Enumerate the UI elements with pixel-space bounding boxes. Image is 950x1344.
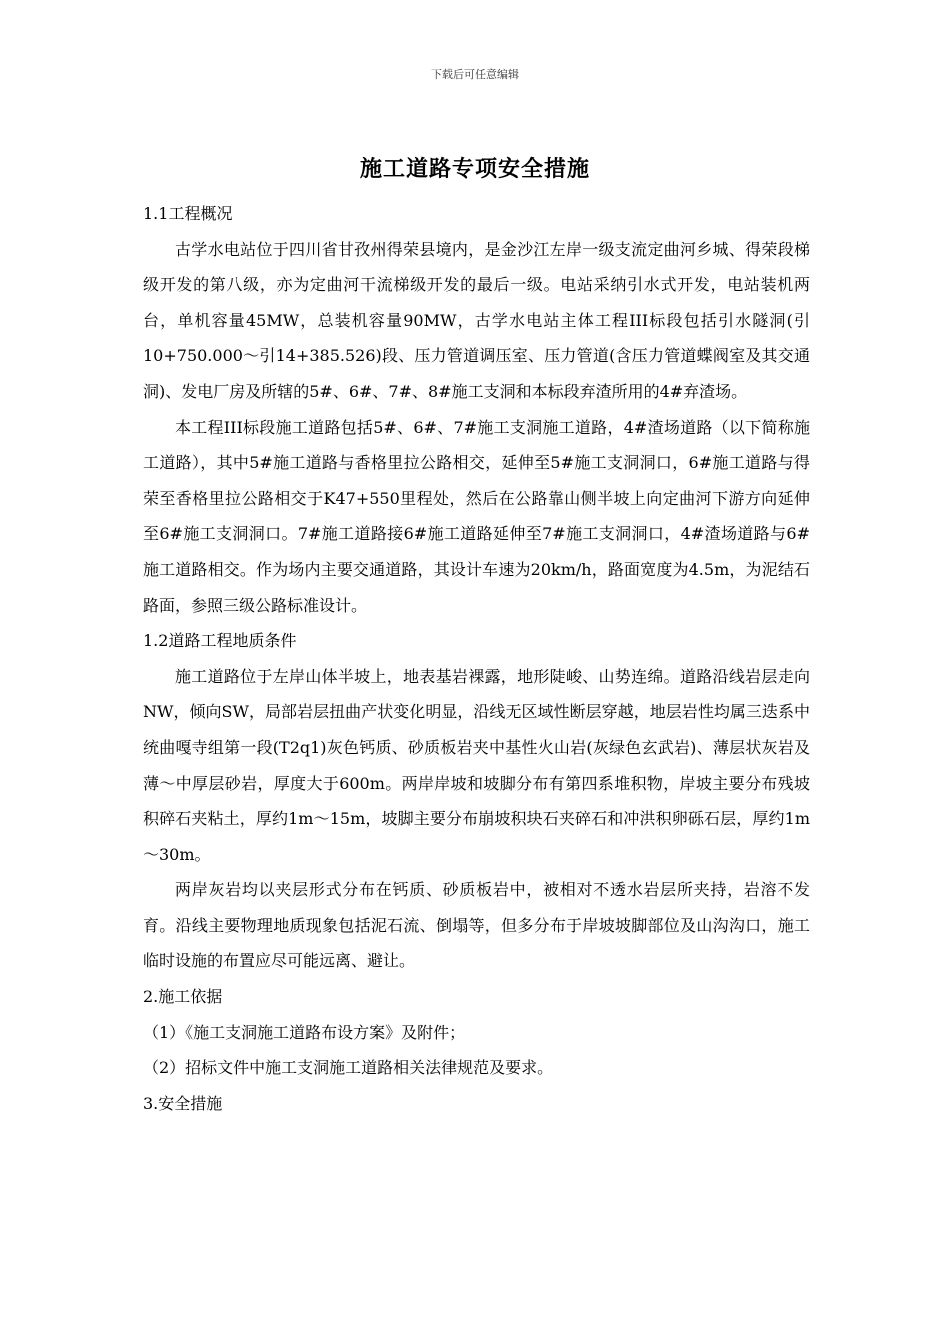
section-2-heading: 2.施工依据 — [143, 987, 223, 1007]
section-1-1-heading: 1.1工程概况 — [143, 204, 233, 223]
header-note: 下载后可任意编辑 — [431, 68, 519, 81]
section-3-heading: 3.安全措施 — [143, 1093, 223, 1113]
section-1-1-paragraph-1: 古学水电站位于四川省甘孜州得荣县境内，是金沙江左岸一级支流定曲河乡城、得荣段梯级开发的第八级，亦为定曲河干流梯级开发的最后一级。电站采纳引水式开发，电站装机两台，单机容量45MW，总装机容量90MW，古学水电站主体工程III标段包括引水隧洞(引10+750.000～引14+385.526)段、压力管道调压室、压力管道(含压力管道蝶阀室及其交通洞)、发电厂房及所辖的5#、6#、7#、8#施工支洞和本标段弃渣所用的4#弃渣场。 — [143, 239, 810, 401]
section-1-2-heading: 1.2道路工程地质条件 — [143, 631, 297, 651]
section-1-1-paragraph-2: 本工程III标段施工道路包括5#、6#、7#施工支洞施工道路，4#渣场道路（以下简称施工道路），其中5#施工道路与香格里拉公路相交，延伸至5#施工支洞洞口，6#施工道路与得荣至香格里拉公路相交于K47+550里程处，然后在公路靠山侧半坡上向定曲河下游方向延伸至6#施工支洞洞口。7#施工道路接6#施工道路延伸至7#施工支洞洞口，4#渣场道路与6#施工道路相交。作为场内主要交通道路，其设计车速为20km/h，路面宽度为4.5m，为泥结石路面，参照三级公路标准设计。 — [143, 417, 810, 615]
section-1-2-paragraph-1: 施工道路位于左岸山体半坡上，地表基岩裸露，地形陡峻、山势连绵。道路沿线岩层走向NW，倾向SW，局部岩层扭曲产状变化明显，沿线无区域性断层穿越，地层岩性均属三迭系中统曲嘎寺组第一段(T2q1)灰色钙质、砂质板岩夹中基性火山岩(灰绿色玄武岩)、薄层状灰岩及薄～中厚层砂岩，厚度大于600m。两岸岸坡和坡脚分布有第四系堆积物，岸坡主要分布残坡积碎石夹粘土，厚约1m～15m，坡脚主要分布崩坡积块石夹碎石和冲洪积卵砾石层，厚约1m～30m。 — [143, 666, 810, 864]
document-body — [143, 196, 810, 1121]
document-title: 施工道路专项安全措施 — [359, 156, 590, 182]
section-2-item-1: （1）《施工支洞施工道路布设方案》及附件； — [143, 1022, 466, 1042]
section-2-item-2: （2）招标文件中施工支洞施工道路相关法律规范及要求。 — [143, 1058, 554, 1078]
section-1-2-paragraph-2: 两岸灰岩均以夹层形式分布在钙质、砂质板岩中，被相对不透水岩层所夹持，岩溶不发育。沿线主要物理地质现象包括泥石流、倒塌等，但多分布于岸坡坡脚部位及山沟沟口，施工临时设施的布置应尽可能远离、避让。 — [143, 880, 810, 971]
